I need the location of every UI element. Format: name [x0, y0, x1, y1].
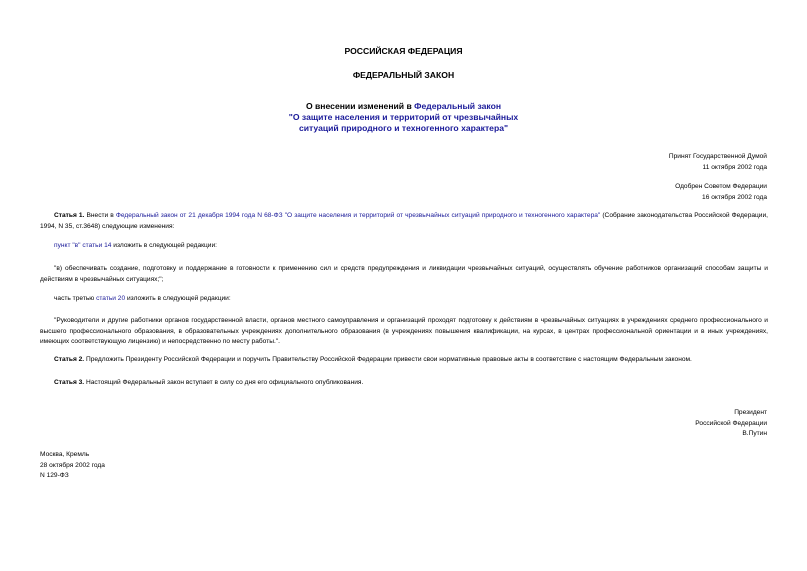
- adoption-duma-date: 11 октября 2002 года: [702, 163, 767, 171]
- item-2-article-link[interactable]: статьи 20: [96, 295, 126, 302]
- item-2-text-b: изложить в следующей редакции:: [125, 295, 231, 302]
- law-title: [0, 101, 807, 134]
- adoption-council-date: 16 октября 2002 года: [702, 193, 767, 201]
- item-2-text-a: часть третью: [54, 295, 97, 302]
- article-2-label: Статья 2.: [54, 356, 85, 363]
- article-1-law-link[interactable]: Федеральный закон от 21 декабря 1994 года N 68-ФЗ "О защите населения и территорий от чрезвычайных ситуаций природного и техногенного характера": [115, 212, 601, 219]
- country-heading: РОССИЙСКАЯ ФЕДЕРАЦИЯ: [344, 46, 463, 56]
- doc-type-heading: ФЕДЕРАЛЬНЫЙ ЗАКОН: [352, 70, 455, 80]
- article-1: [40, 211, 768, 232]
- signature-name: В.Путин: [742, 430, 767, 437]
- title-law-link[interactable]: Федеральный закон: [414, 101, 502, 111]
- article-1-text-b: (Собрание законодательства Российской Федерации, 1994, N 35, ст.3648) следующие изменения:: [40, 212, 769, 230]
- quote-2: "Руководители и другие работники органов государственной власти, органов местного самоуправления и организаций проходят подготовку к действиям в чрезвычайных ситуациях в учреждениях среднего профессионального и высшего профессионального образования, в образовательных учреждениях дополнительного образования (в учреждениях повышения квалификации, на курсах, в центрах профессиональной ориентации и в иных учреждениях, имеющих соответствующую лицензию) и непосредственно по месту работы.".: [40, 317, 768, 345]
- title-prefix: О внесении изменений в: [305, 101, 415, 111]
- title-law-link-2[interactable]: "О защите населения и территорий от чрезвычайных: [288, 112, 519, 122]
- footer-place: Москва, Кремль: [40, 451, 90, 458]
- title-line-2: [0, 112, 807, 123]
- footer-block: [40, 450, 105, 482]
- article-1-label: Статья 1.: [54, 212, 85, 219]
- adoption-council: [675, 182, 767, 203]
- adoption-council-label: Одобрен Советом Федерации: [675, 183, 767, 190]
- footer-number: N 129-ФЗ: [40, 472, 69, 479]
- article-3: [40, 378, 768, 389]
- signature-country: Российской Федерации: [695, 419, 767, 427]
- article-3-label: Статья 3.: [54, 379, 85, 386]
- title-line-3: [0, 123, 807, 134]
- signature-title: Президент: [734, 409, 767, 416]
- item-1-article-link[interactable]: статьи 14: [82, 242, 112, 249]
- item-1-text: изложить в следующей редакции:: [111, 242, 217, 249]
- article-1-text-a: Внести в: [84, 212, 116, 219]
- signature-block: [695, 408, 767, 440]
- item-1: [40, 241, 768, 252]
- adoption-duma: [669, 152, 767, 173]
- item-2: [40, 294, 768, 305]
- title-line-1: [0, 101, 807, 112]
- footer-date: 28 октября 2002 года: [40, 461, 105, 469]
- article-2-text: Предложить Президенту Российской Федерации и поручить Правительству Российской Федерации привести свои нормативные правовые акты в соответствие с настоящим Федеральным законом.: [84, 356, 692, 363]
- adoption-duma-label: Принят Государственной Думой: [668, 153, 767, 160]
- article-3-text: Настоящий Федеральный закон вступает в силу со дня его официального опубликования.: [84, 379, 364, 386]
- item-1-point-link[interactable]: пункт "в": [54, 242, 81, 249]
- title-law-link-3[interactable]: ситуаций природного и техногенного характера": [298, 123, 509, 133]
- quote-1: "в) обеспечивать создание, подготовку и поддержание в готовности к применению сил и средств предупреждения и ликвидации чрезвычайных ситуаций, осуществлять обучение работников организаций способам защиты и действиям в чрезвычайных ситуациях;";: [40, 265, 768, 283]
- article-2: [40, 355, 768, 366]
